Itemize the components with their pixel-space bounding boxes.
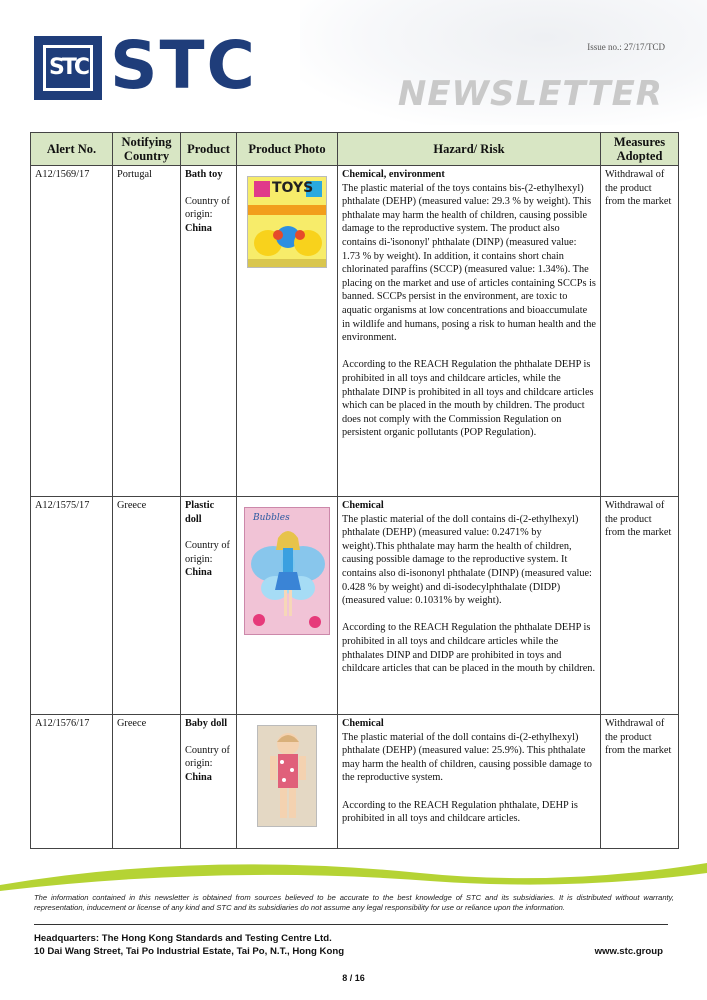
- logo-text: STC: [110, 27, 257, 104]
- product-name: Bath toy: [185, 169, 223, 180]
- table-header-row: [31, 133, 679, 166]
- headquarters-line-1: Headquarters: The Hong Kong Standards and Testing Centre Ltd.: [34, 933, 332, 944]
- hazard-title: Chemical, environment: [342, 169, 445, 180]
- hazard-cell: [338, 166, 601, 497]
- hazard-paragraph: The plastic material of the doll contains di-(2-ethylhexyl) phthalate (DEHP) (measured value: 25.9%). This phthalate may harm the health of children, causing possible damage to the reproductive system.: [342, 731, 592, 784]
- photo-cell: [237, 497, 338, 715]
- product-cell: [181, 715, 237, 849]
- table-row: [31, 497, 679, 715]
- footer-wave-decoration: [0, 855, 707, 895]
- header-product-photo: Product Photo: [237, 133, 338, 166]
- header-alert-no: Alert No.: [31, 133, 113, 166]
- disclaimer-text: The information contained in this newsletter is obtained from sources believed to be accurate to the best knowledge of STC and its subsidiaries. It is distributed without warranty, representation, inducement or license of any kind and STC and its subsidiaries do not assume any legal responsibility for use or reliance upon the information.: [34, 893, 674, 912]
- measures-cell: Withdrawal of the product from the market: [601, 497, 679, 715]
- plastic-doll-photo: [244, 507, 330, 635]
- product-name: Baby doll: [185, 718, 228, 729]
- origin-value: China: [185, 222, 212, 234]
- header-notifying-country: Notifying Country: [113, 133, 181, 166]
- header-measures-adopted: Measures Adopted: [601, 133, 679, 166]
- plastic-doll-photo-label: Bubbles: [253, 513, 290, 523]
- headquarters-line-2: 10 Dai Wang Street, Tai Po Industrial Estate, Tai Po, N.T., Hong Kong: [34, 946, 345, 957]
- hazard-paragraph: According to the REACH Regulation the phthalate DEHP is prohibited in all toys and childcare articles while the phthalates DINP and DIDP are prohibited in toys and childcare articles that can be placed in the mouth by children.: [342, 622, 596, 675]
- origin-label: Country of origin:: [185, 744, 230, 770]
- hazard-paragraph: The plastic material of the toys contains bis-(2-ethylhexyl) phthalate (DEHP) (measured value: 29.3 % by weight). This phthalate may harm the health of children, causing possible damage to the reproductive system. The product also contains di-'isononyl' phthalate (DINP) (measured value: 1.73 % by weight). In addition, it contains short chain chlorinated paraffins (SCCP) (measured value: 1.34%). The placing on the market and use of articles containing SCCPs is banned. SCCPs persist in the environment, are toxic to aquatic organisms at low concentrations and bioaccumulate in wildlife and humans, posing a risk to human health and the environment.: [342, 182, 596, 344]
- photo-cell: [237, 715, 338, 849]
- bath-toy-photo-label: TOYS: [272, 180, 314, 196]
- plastic-doll-illustration: [245, 508, 330, 635]
- origin-label: Country of origin:: [185, 540, 230, 565]
- origin-value: China: [185, 567, 212, 579]
- page-number: 8 / 16: [342, 973, 365, 983]
- country-cell: Greece: [113, 715, 181, 849]
- stc-logo-icon: [34, 36, 102, 100]
- hazard-paragraph: According to the REACH Regulation the phthalate DEHP is prohibited in all toys and childcare articles, while the phthalate DINP is prohibited in all toys and childcare articles which can be placed in the mouth by children. The product does not comply with the Commission Regulation on persistent organic pollutants (POP Regulation).: [342, 359, 594, 439]
- country-cell: Greece: [113, 497, 181, 715]
- alert-no-cell: A12/1569/17: [31, 166, 113, 497]
- footer-divider: [34, 924, 668, 925]
- hazard-title: Chemical: [342, 718, 384, 729]
- product-cell: [181, 497, 237, 715]
- bath-toy-photo: [247, 176, 327, 268]
- header-product: Product: [181, 133, 237, 166]
- origin-label: Country of origin:: [185, 195, 230, 221]
- product-name: Plastic doll: [185, 500, 215, 525]
- photo-cell: [237, 166, 338, 497]
- alert-no-cell: A12/1575/17: [31, 497, 113, 715]
- alerts-table: [30, 132, 679, 849]
- product-cell: [181, 166, 237, 497]
- country-cell: Portugal: [113, 166, 181, 497]
- issue-number: Issue no.: 27/17/TCD: [587, 42, 665, 52]
- website-link[interactable]: www.stc.group: [594, 946, 663, 957]
- hazard-cell: [338, 715, 601, 849]
- table-row: [31, 166, 679, 497]
- origin-value: China: [185, 771, 212, 783]
- hazard-cell: [338, 497, 601, 715]
- baby-doll-photo: [257, 725, 317, 827]
- hazard-paragraph: According to the REACH Regulation phthalate, DEHP is prohibited in all toys and childcare articles.: [342, 799, 578, 825]
- table-row: [31, 715, 679, 849]
- logo-mark: STC: [43, 45, 93, 91]
- newsletter-title: NEWSLETTER: [397, 74, 663, 114]
- measures-cell: Withdrawal of the product from the market: [601, 715, 679, 849]
- alert-no-cell: A12/1576/17: [31, 715, 113, 849]
- page-header: [0, 0, 707, 130]
- header-hazard-risk: Hazard/ Risk: [338, 133, 601, 166]
- hazard-paragraph: The plastic material of the doll contains di-(2-ethylhexyl) phthalate (DEHP) (measured value: 0.2471% by weight).This phthalate may harm the health of children, causing possible damage to the reproductive system. It contains also di-isononyl phthalate (DINP) (measured value: 0.428 % by weight) and di-isodecylphthalate (DIDP) (measured value: 0.1031% by weight).: [342, 513, 592, 607]
- hazard-title: Chemical: [342, 500, 384, 511]
- baby-doll-illustration: [258, 726, 317, 827]
- measures-cell: Withdrawal of the product from the market: [601, 166, 679, 497]
